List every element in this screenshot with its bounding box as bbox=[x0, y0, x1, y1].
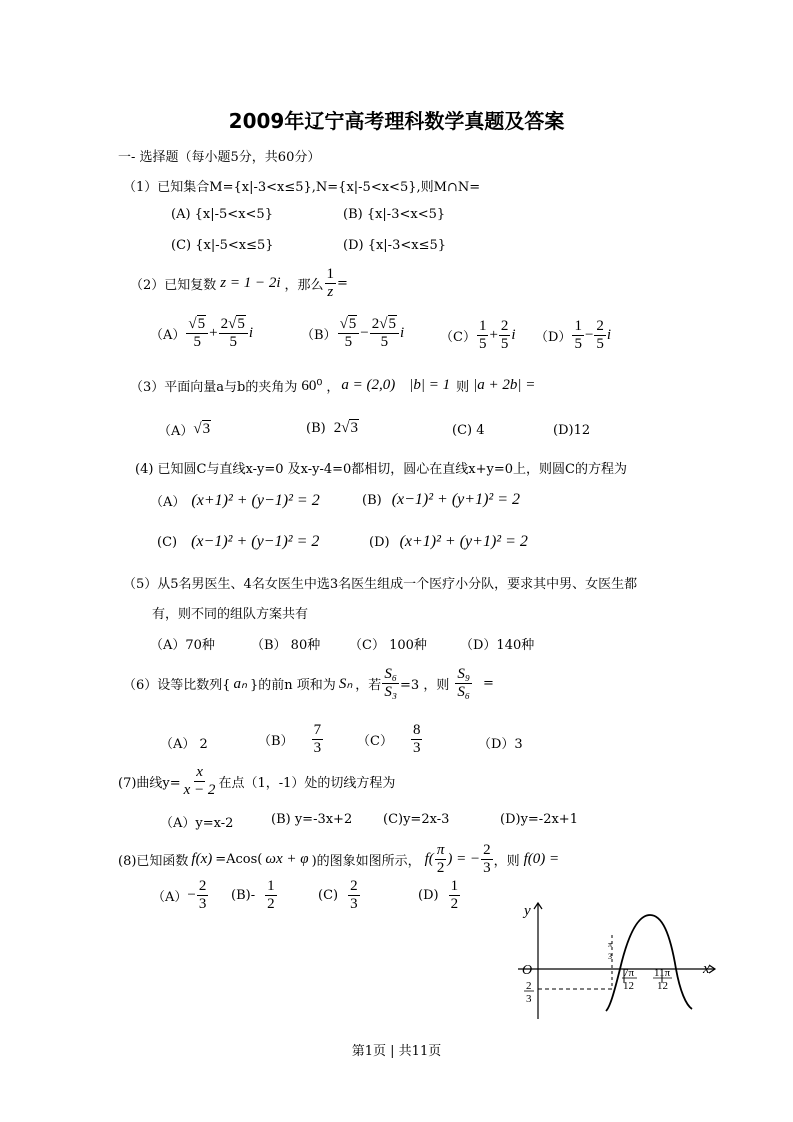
q1-option-b: (B) {x|-3<x<5} bbox=[343, 207, 446, 222]
svg-text:12: 12 bbox=[623, 980, 634, 992]
dashed-line-label: π bbox=[608, 940, 613, 949]
q2-stem: （2）已知复数 z = 1 − 2i ，那么 $\frac{1}{z}$ = bbox=[130, 266, 348, 300]
q6-option-d: （D）3 bbox=[478, 737, 523, 752]
q4-option-b: (B) (x−1)² + (y+1)² = 2 bbox=[362, 491, 520, 508]
x-tick-label-1: 7π bbox=[623, 967, 635, 979]
q7-stem: (7)曲线y= $\frac{x}{x - 2}$ 在点（1，-1）处的切线方程为 bbox=[118, 764, 396, 798]
svg-text:3: 3 bbox=[526, 993, 532, 1005]
q2-option-d: （D） $\frac{1}{5}$ − $\frac{2}{5}$ i bbox=[535, 318, 612, 352]
svg-text:12: 12 bbox=[657, 980, 668, 992]
q3-option-c: (C) 4 bbox=[452, 423, 485, 438]
q2-option-c: （C） $\frac{1}{5}$ + $\frac{2}{5}$ i bbox=[440, 318, 516, 352]
q3-option-d: (D)12 bbox=[553, 423, 591, 438]
x-axis-label: x bbox=[703, 961, 710, 977]
q2-option-a: （A） $\frac{√5}{5}$ + $\frac{2√5}{5}$ i bbox=[150, 316, 253, 350]
origin-label: O bbox=[522, 963, 533, 978]
q5-option-b: （B） 80种 bbox=[251, 638, 321, 653]
q6-stem: （6）设等比数列{ aₙ }的前n 项和为 Sₙ ，若 $\frac{\text{S₆}}{\text{S₃}}$ =3 ，则 $\frac{\text{S₉}}{\text{S₆}}$ = bbox=[123, 666, 494, 700]
x-tick-label-2: 11π bbox=[654, 967, 671, 979]
q1-stem: （1）已知集合M={x|-3<x≤5},N={x|-5<x<5},则M∩N= bbox=[123, 180, 481, 195]
q1-option-a: (A) {x|-5<x<5} bbox=[171, 207, 273, 222]
q7-option-d: (D)y=-2x+1 bbox=[500, 812, 578, 827]
page-title: 2009年辽宁高考理科数学真题及答案 bbox=[228, 109, 565, 133]
q7-option-a: （A）y=x-2 bbox=[160, 816, 234, 831]
page-footer: 第1页 | 共11页 bbox=[351, 1044, 442, 1059]
q5-option-c: （C） 100种 bbox=[349, 638, 427, 653]
q4-option-d: (D) (x+1)² + (y+1)² = 2 bbox=[369, 533, 528, 550]
q5-stem-line1: （5）从5名男医生、4名女医生中选3名医生组成一个医疗小分队，要求其中男、女医生都 bbox=[123, 577, 638, 592]
cosine-curve bbox=[606, 915, 692, 1011]
q5-option-d: （D）140种 bbox=[460, 638, 535, 653]
q7-option-b: (B) y=-3x+2 bbox=[271, 812, 353, 827]
section-heading: 一- 选择题（每小题5分，共60分） bbox=[118, 150, 321, 165]
cosine-graph bbox=[510, 895, 725, 1020]
y-axis-label: y bbox=[524, 903, 531, 919]
q5-stem-line2: 有，则不同的组队方案共有 bbox=[152, 607, 309, 622]
q4-stem: (4) 已知圆C与直线x-y=0 及x-y-4=0都相切，圆心在直线x+y=0上，则圆C的方程为 bbox=[135, 462, 627, 477]
q1-option-d: (D) {x|-3<x≤5} bbox=[343, 238, 447, 253]
y-tick-label: 2 bbox=[526, 980, 532, 992]
q8-option-a: （A） − $\frac{2}{3}$ bbox=[152, 878, 207, 912]
q3-option-a: （A） √3 bbox=[158, 421, 211, 439]
q8-option-b: (B)- $\frac{1}{2}$ bbox=[231, 878, 275, 912]
q8-stem: (8)已知函数 f(x) =Acos( ωx + φ )的图象如图所示， f( $\frac{\pi}{2}$ ) = − $\frac{2}{3}$ ，则 f(0) = bbox=[118, 842, 560, 876]
q5-option-a: （A）70种 bbox=[150, 638, 215, 653]
q8-option-d: (D) $\frac{1}{2}$ bbox=[418, 878, 459, 912]
q2-option-b: （B） $\frac{√5}{5}$ − $\frac{2√5}{5}$ i bbox=[301, 316, 405, 350]
q1-option-c: (C) {x|-5<x≤5} bbox=[171, 238, 274, 253]
q4-option-c: (C) (x−1)² + (y−1)² = 2 bbox=[157, 533, 320, 550]
q6-option-c: （C） $\frac{8}{3}$ bbox=[357, 722, 421, 756]
q2-fraction: $\frac{1}{z}$ bbox=[326, 266, 335, 300]
q3-stem: （3）平面向量a与b的夹角为 60⁰ ， a = (2,0) |b| = 1 则 |a + 2b| = bbox=[130, 377, 536, 395]
q6-option-a: （A） 2 bbox=[160, 737, 208, 752]
q4-option-a: （A） (x+1)² + (y−1)² = 2 bbox=[150, 491, 320, 510]
q3-option-b: (B) 2√3 bbox=[306, 420, 358, 436]
q7-option-c: (C)y=2x-3 bbox=[383, 812, 450, 827]
q8-option-c: (C) $\frac{2}{3}$ bbox=[318, 878, 358, 912]
q6-option-b: （B） $\frac{7}{3}$ bbox=[258, 722, 322, 756]
svg-text:3: 3 bbox=[608, 952, 612, 961]
